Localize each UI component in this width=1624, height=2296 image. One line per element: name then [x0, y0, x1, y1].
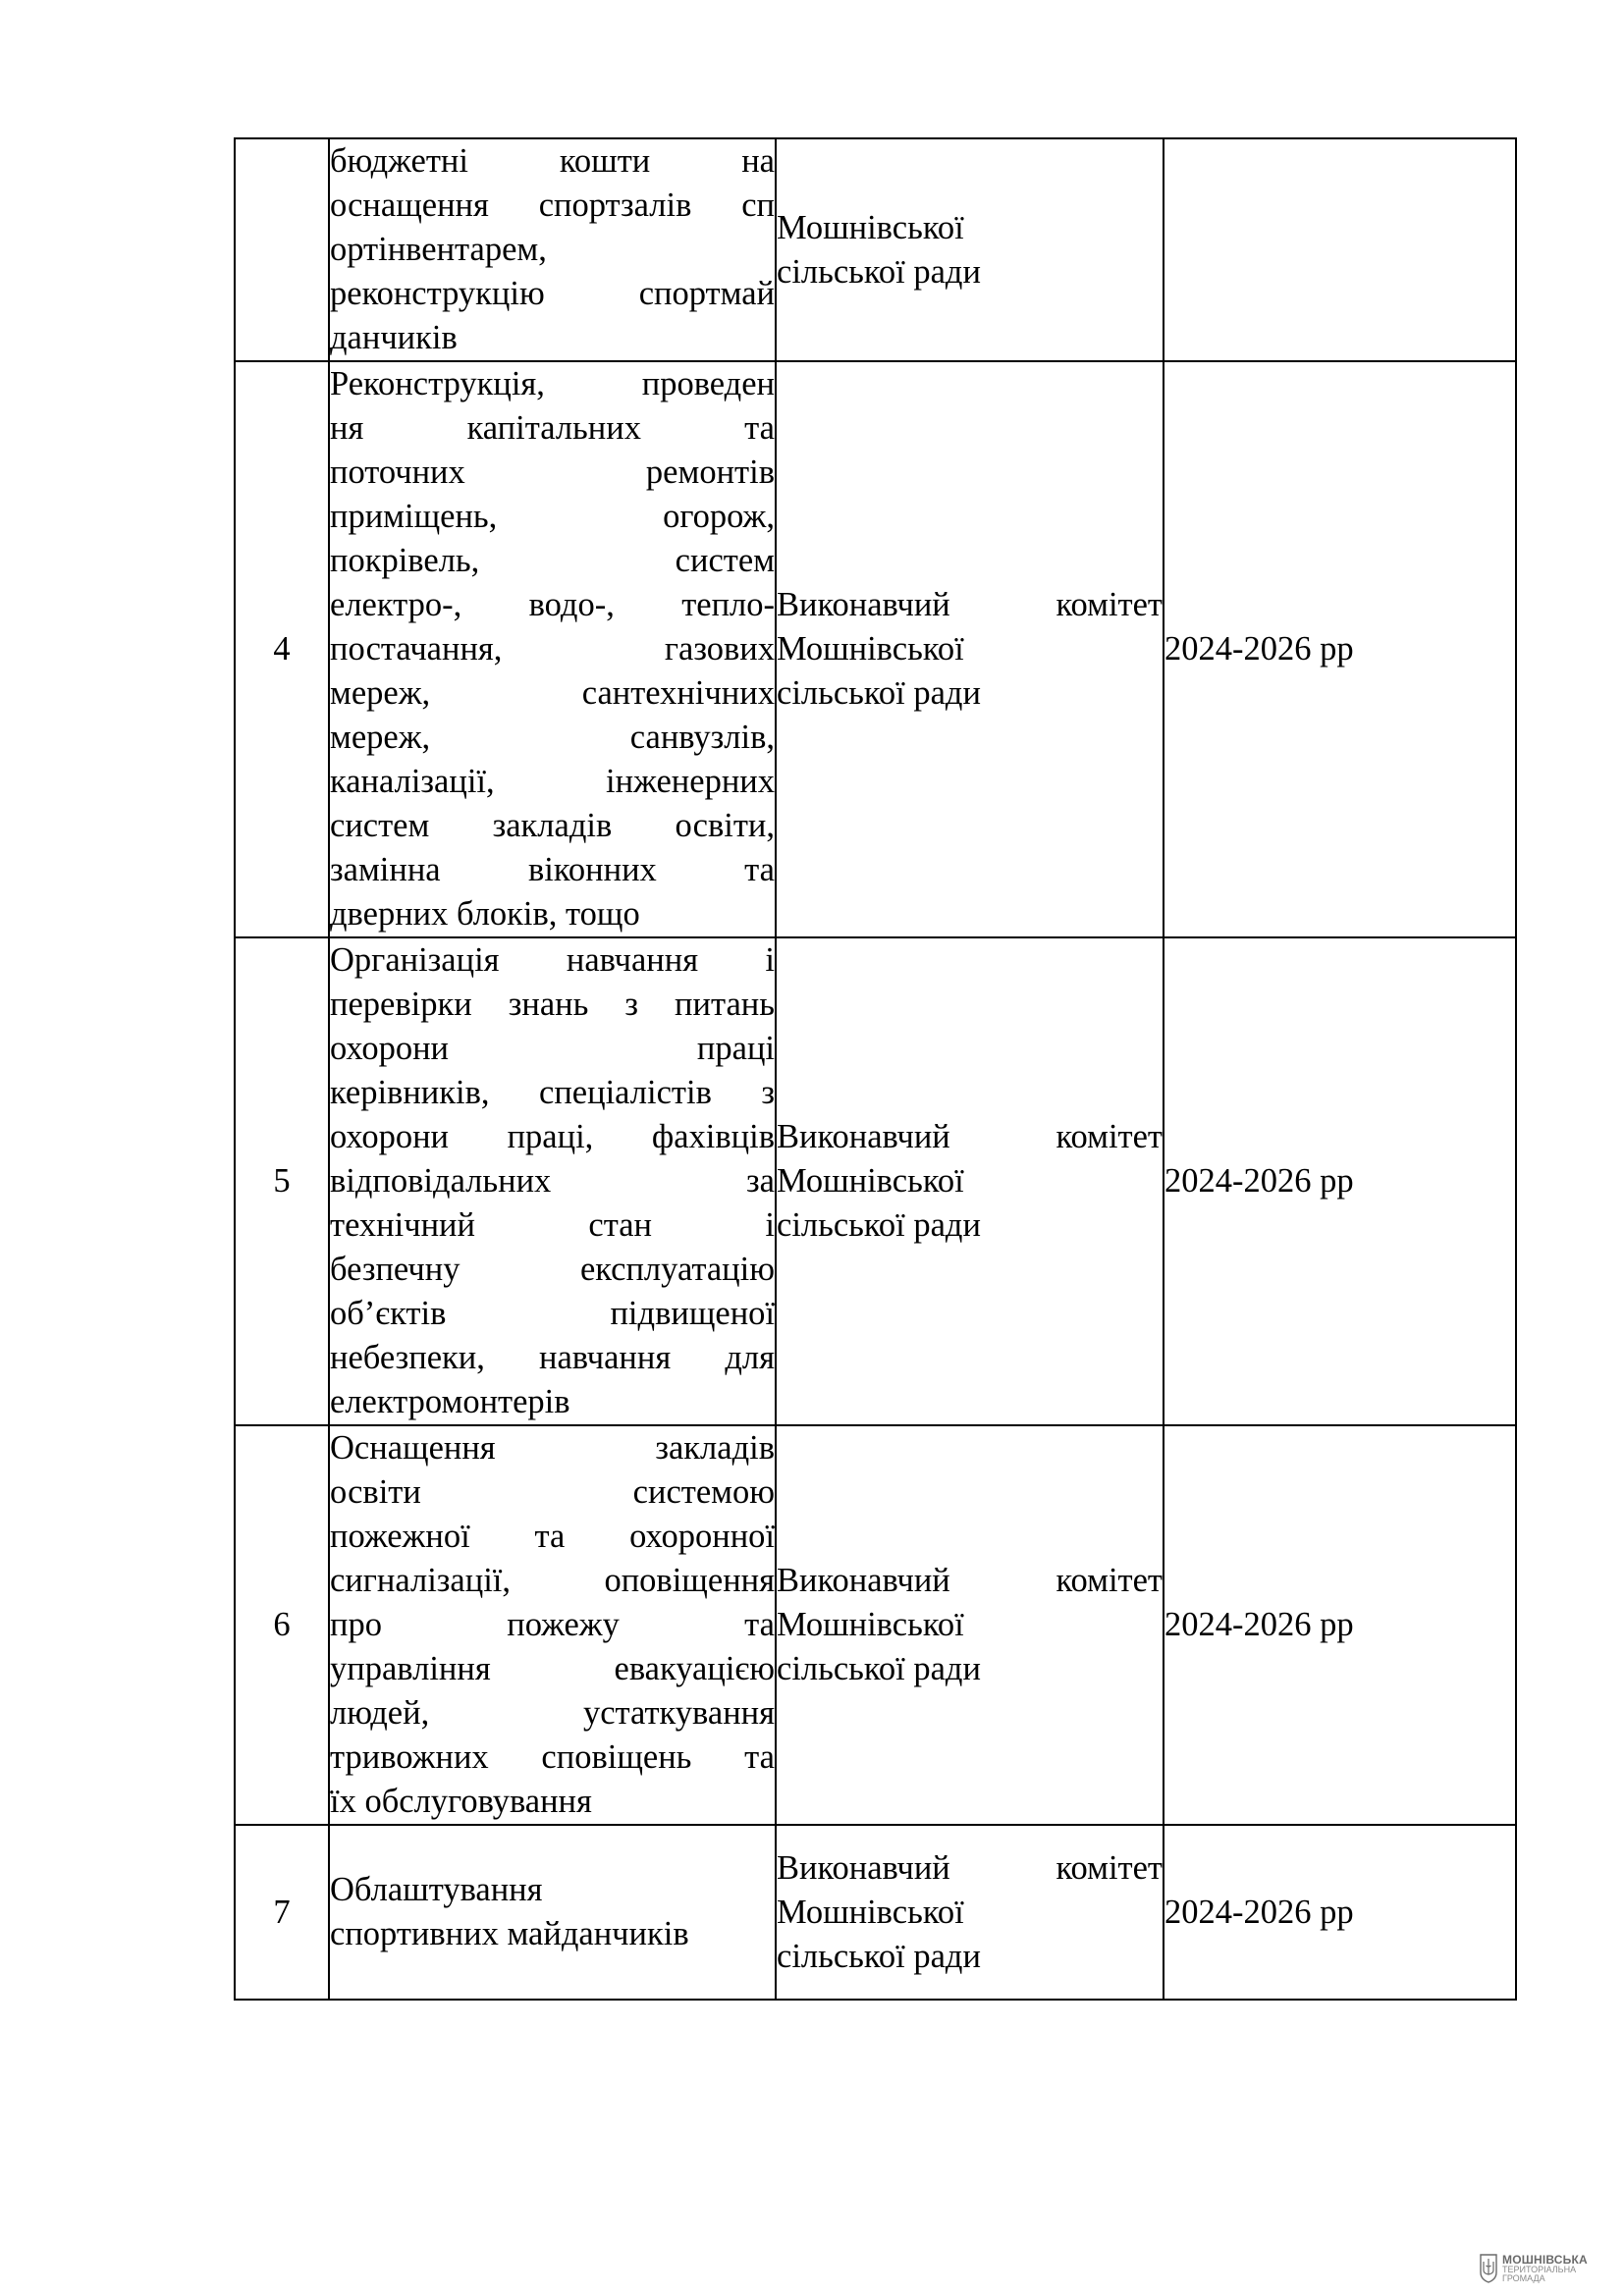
description-line: Оснащення закладів	[330, 1429, 775, 1467]
row-number-cell	[235, 138, 329, 361]
description-line: спортивних майданчиків	[330, 1915, 689, 1952]
term-cell	[1164, 138, 1516, 361]
measure-description-cell	[329, 1825, 776, 2000]
table-row	[235, 1425, 1516, 1825]
description-line: електро-, водо-, тепло-	[330, 586, 775, 623]
term-cell: 2024-2026 рр	[1164, 361, 1516, 937]
description-line: покрівель, систем	[330, 542, 775, 579]
executor-cell	[776, 361, 1164, 937]
table-row	[235, 1825, 1516, 2000]
executor-cell	[776, 1425, 1164, 1825]
executor-line: сільської ради	[777, 1206, 981, 1244]
description-line: безпечну експлуатацію	[330, 1251, 775, 1288]
description-line: данчиків	[330, 319, 458, 356]
description-line: відповідальних за	[330, 1162, 775, 1200]
executor-line: сільської ради	[777, 1650, 981, 1687]
description-line: Організація навчання і	[330, 941, 775, 979]
executor-line: Мошнівської	[777, 1162, 964, 1200]
description-line: Облаштування	[330, 1871, 543, 1908]
description-line: мереж, сантехнічних	[330, 674, 775, 712]
logo-title: МОШНІВСЬКА	[1502, 2253, 1588, 2267]
description-line: замінна віконних та	[330, 851, 775, 888]
community-logo	[1479, 2253, 1588, 2284]
description-line: систем закладів освіти,	[330, 807, 775, 844]
executor-line: Виконавчий комітет	[777, 586, 1163, 623]
description-line: керівників, спеціалістів з	[330, 1074, 775, 1111]
row-number-cell: 5	[235, 937, 329, 1425]
executor-line: Мошнівської	[777, 630, 964, 667]
measure-description-cell	[329, 138, 776, 361]
description-line: управління евакуацією	[330, 1650, 775, 1687]
measure-description-cell	[329, 1425, 776, 1825]
description-line: їх обслуговування	[330, 1783, 592, 1820]
row-number-cell: 4	[235, 361, 329, 937]
description-line: тривожних сповіщень та	[330, 1738, 775, 1776]
description-line: пожежної та охоронної	[330, 1518, 775, 1555]
table-row	[235, 361, 1516, 937]
description-line: про пожежу та	[330, 1606, 775, 1643]
description-line: Реконструкція, проведен	[330, 365, 775, 402]
description-line: технічний стан і	[330, 1206, 775, 1244]
executor-line: Мошнівської	[777, 1893, 964, 1931]
trident-coat-of-arms-icon	[1479, 2253, 1498, 2284]
row-number-cell: 7	[235, 1825, 329, 2000]
description-line: мереж, санвузлів,	[330, 719, 775, 756]
description-line: освіти системою	[330, 1473, 775, 1511]
description-line: приміщень, огорож,	[330, 498, 775, 535]
executor-line: сільської ради	[777, 252, 981, 291]
logo-subtitle-line: ТЕРИТОРІАЛЬНА	[1502, 2265, 1577, 2274]
plan-table-body	[235, 138, 1516, 2000]
description-line: людей, устаткування	[330, 1694, 775, 1732]
description-line: каналізації, інженерних	[330, 763, 775, 800]
description-line: ортінвентарем,	[330, 231, 547, 268]
row-number-cell: 6	[235, 1425, 329, 1825]
executor-line: Мошнівської	[777, 1606, 964, 1643]
description-line: ня капітальних та	[330, 409, 775, 447]
description-line: реконструкцію спортмай	[330, 275, 775, 312]
description-line: поточних ремонтів	[330, 454, 775, 491]
description-line: охорони праці, фахівців	[330, 1118, 775, 1155]
description-line: постачання, газових	[330, 630, 775, 667]
term-cell: 2024-2026 рр	[1164, 1825, 1516, 2000]
executor-line: Мошнівської	[777, 208, 964, 246]
executor-line: сільської ради	[777, 1937, 981, 1975]
description-line: сигналізації, оповіщення	[330, 1562, 775, 1599]
table-row	[235, 138, 1516, 361]
description-line: перевірки знань з питань	[330, 986, 775, 1023]
table-row	[235, 937, 1516, 1425]
measure-description-cell	[329, 937, 776, 1425]
description-line: електромонтерів	[330, 1383, 570, 1420]
description-line: дверних блоків, тощо	[330, 895, 640, 933]
executor-line: сільської ради	[777, 674, 981, 712]
executor-cell	[776, 937, 1164, 1425]
description-line: оснащення спортзалів сп	[330, 187, 775, 224]
logo-subtitle-line: ГРОМАДА	[1502, 2273, 1545, 2283]
executor-cell	[776, 138, 1164, 361]
term-cell: 2024-2026 рр	[1164, 937, 1516, 1425]
executor-line: Виконавчий комітет	[777, 1562, 1163, 1599]
description-line: бюджетні кошти на	[330, 142, 775, 180]
executor-cell	[776, 1825, 1164, 2000]
description-line: охорони праці	[330, 1030, 775, 1067]
executor-line: Виконавчий комітет	[777, 1118, 1163, 1155]
description-line: небезпеки, навчання для	[330, 1339, 775, 1376]
term-cell: 2024-2026 рр	[1164, 1425, 1516, 1825]
measure-description-cell	[329, 361, 776, 937]
description-line: об’єктів підвищеної	[330, 1295, 775, 1332]
executor-line: Виконавчий комітет	[777, 1848, 1163, 1887]
plan-table	[234, 137, 1517, 2001]
